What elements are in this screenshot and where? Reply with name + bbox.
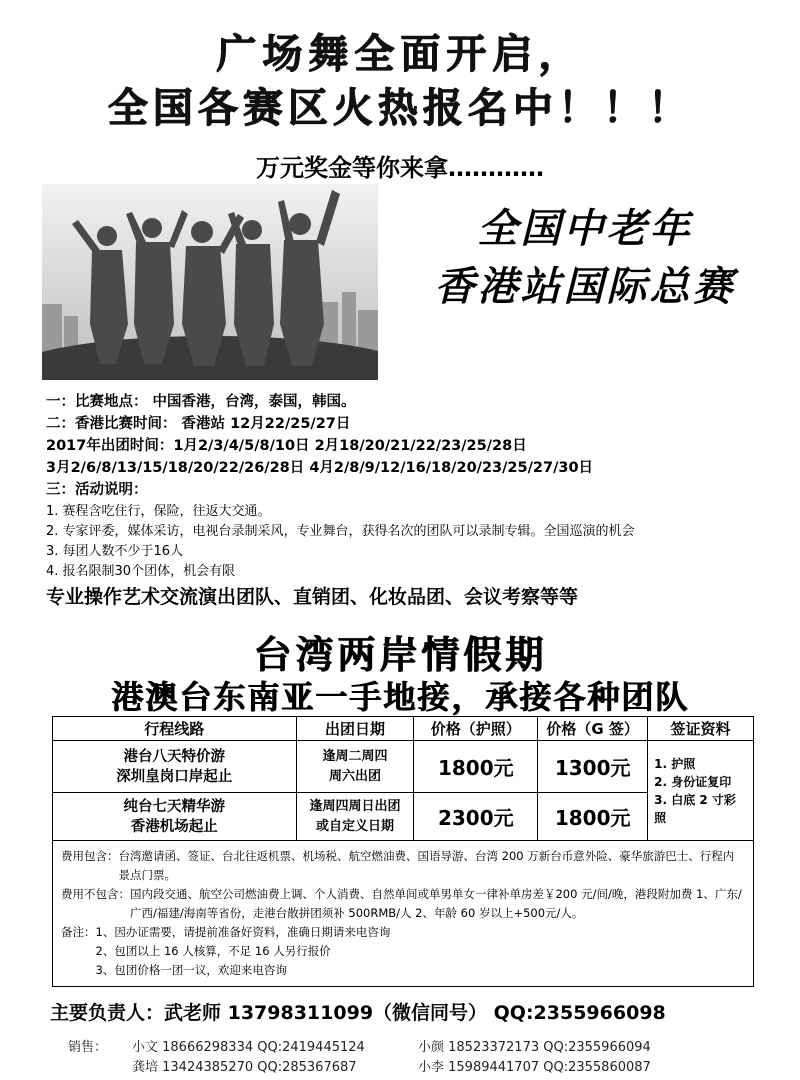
info-activity-heading: 三：活动说明： [46,482,148,498]
route-cell [53,741,297,793]
taiwan-subtitle: 港澳台东南亚一手地接，承接各种团队 [110,678,689,716]
remark-item: 3、包团价格一团一议，欢迎来电咨询 [95,963,287,977]
fee-include-label: 费用包含： [61,849,119,863]
header-date: 出团日期 [296,717,414,741]
event-title-line-1: 全国中老年 [477,205,693,252]
fee-exclude [61,885,745,923]
price-passport: 1800元 [414,741,538,793]
date-line-2: 或自定义日期 [315,818,394,834]
remark-item: 2、包团以上 16 人核算，不足 16 人另行报价 [95,944,331,958]
operations-line: 专业操作艺术交流演出团队、直销团、化妆品团、会议考察等等 [46,586,579,608]
notes-cell [53,841,754,987]
date-cell [296,793,414,841]
table-header-row [53,717,754,741]
date-line-1: 逢周二周四 [322,748,388,764]
dancers-silhouette-photo [42,184,378,380]
event-title-line-2: 香港站国际总赛 [434,263,736,310]
docs-item: 1. 护照 [654,756,696,771]
remarks [61,923,745,980]
docs-item: 3. 白底 2 寸彩照 [654,792,736,825]
date-cell [296,741,414,793]
route-name: 纯台七天精华游 [123,797,226,815]
route-origin: 深圳皇岗口岸起止 [116,767,233,785]
table-notes-row [53,841,754,987]
sales-person: 小文 18666298334 QQ:2419445124 [132,1040,365,1055]
sales-person: 小颜 18523372173 QQ:2355966094 [418,1040,651,1055]
info-hk-date: 二：香港比赛时间： 香港站 12月22/25/27日 [46,416,351,432]
info-venue: 一：比赛地点： 中国香港，台湾，泰国，韩国。 [46,394,356,410]
headline-line-2: 全国各赛区火热报名中！！！ [107,85,693,131]
activity-item-4: 4. 报名限制30个团体，机会有限 [46,564,236,579]
header-docs: 签证资料 [648,717,754,741]
activity-item-2: 2. 专家评委，媒体采访，电视台录制采风，专业舞台，获得名次的团队可以录制专辑。全国巡演的机会 [46,524,635,539]
remarks-label: 备注： [61,925,96,939]
date-line-1: 逢周四周日出团 [309,798,401,814]
date-line-2: 周六出团 [328,768,381,784]
headline-line-1: 广场舞全面开启， [216,31,584,77]
sales-label: 销售： [68,1040,108,1055]
fee-exclude-text: 国内段交通、航空公司燃油费上调、个人消费、自然单间或单男单女一律补单房差￥200 元/间/晚，港段附加费 1、广东/广西/福建/海南等省份，走港台散拼团须补 500RMB/人 2、年龄 60 岁以上+500元/人。 [130,887,742,920]
tour-table [52,716,754,987]
header-price-passport: 价格（护照） [414,717,538,741]
main-contact: 主要负责人：武老师 13798311099（微信同号） QQ:2355966098 [50,1002,666,1024]
prize-line: 万元奖金等你来拿………… [256,154,544,182]
price-g: 1800元 [538,793,648,841]
sales-person: 小李 15989441707 QQ:2355860087 [418,1060,651,1075]
event-title [390,200,780,316]
remark-item: 1、因办证需要，请提前准备好资料，准确日期请来电咨询 [95,925,391,939]
fee-include-text: 台湾邀请函、签证、台北往返机票、机场税、航空燃油费、国语导游、台湾 200 万新台币意外险、豪华旅游巴士、行程内景点门票。 [118,849,735,882]
route-name: 港台八天特价游 [123,747,226,765]
taiwan-title: 台湾两岸情假期 [252,633,547,677]
docs-item: 2. 身份证复印 [654,774,732,789]
info-depart-dates-2: 3月2/6/8/13/15/18/20/22/26/28日 4月2/8/9/12/16/18/20/23/25/27/30日 [46,460,594,476]
sales-person: 龚培 13424385270 QQ:285367687 [132,1060,357,1075]
info-depart-dates-1: 2017年出团时间：1月2/3/4/5/8/10日 2月18/20/21/22/23/25/28日 [46,438,527,454]
activity-item-1: 1. 赛程含吃住行，保险，往返大交通。 [46,504,271,519]
fee-include [61,847,745,885]
route-cell [53,793,297,841]
table-row [53,741,754,793]
remarks-list [96,923,746,980]
header-route: 行程线路 [53,717,297,741]
activity-item-3: 3. 每团人数不少于16人 [46,544,184,559]
fee-exclude-label: 费用不包含： [61,887,130,901]
price-g: 1300元 [538,741,648,793]
route-origin: 香港机场起止 [130,817,218,835]
docs-cell [648,741,754,841]
price-passport: 2300元 [414,793,538,841]
header-price-g: 价格（G 签） [538,717,648,741]
